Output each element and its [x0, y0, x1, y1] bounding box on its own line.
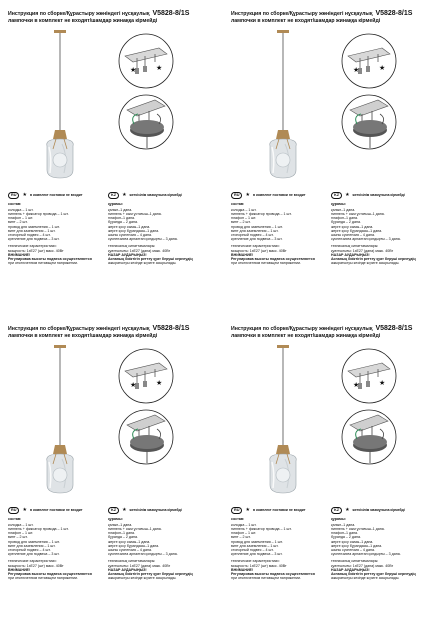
lamp-illustration — [223, 343, 338, 508]
not-included-note: в комплект поставки не входит — [29, 508, 83, 513]
kazakh-section — [108, 507, 200, 580]
contents-item: винт – 2 шт. — [231, 220, 251, 225]
contents-item: плафон – 1 шт. — [231, 531, 257, 536]
attention-label: НАЗАР АУДАРЫҢЫЗ! — [331, 252, 370, 257]
contents-label: құрамы: — [108, 516, 123, 521]
contents-item: ниппель + сым ұстағыш–1 дана. — [331, 527, 385, 531]
contents-label: состав: — [8, 201, 22, 206]
header-title: Инструкция по сборке/Құрастыру жөніндегі нұсқаулық — [8, 326, 150, 332]
contents-item: винт – 2 шт. — [8, 535, 28, 540]
contents-item: қалып–1 дана. — [108, 522, 133, 527]
star-icon: ★ — [345, 506, 350, 513]
kazakh-section — [331, 507, 423, 580]
contents-label: состав: — [231, 516, 245, 521]
attention-label: ВНИМАНИЕ! — [8, 567, 31, 572]
contents-item: винт для заземления – 1 шт. — [231, 543, 279, 548]
model-number: V5828-8/1S — [375, 10, 413, 17]
contents-item: стопорный подвес – 4 шт. — [8, 548, 51, 553]
contents-item: винт – 2 шт. — [8, 220, 28, 225]
not-included-note: в комплект поставки не входит — [29, 193, 83, 198]
russian-section — [231, 507, 329, 580]
bulbs-note: лампочки в комплект не входят/шамдар жинаққа кірмейді — [8, 333, 158, 339]
language-badge-ru: RU — [8, 192, 19, 199]
power-spec: қуаттылығы: 1xE27 (дана) макс. 40Вт — [108, 248, 171, 253]
contents-item: бұранда – 2 дана. — [108, 220, 139, 225]
warning-line: Регулировка высоты подвеса осуществляется — [231, 572, 315, 577]
attention-label: ВНИМАНИЕ! — [231, 252, 254, 257]
panel-header — [8, 325, 200, 340]
contents-item: қалып–1 дана. — [331, 207, 356, 212]
contents-item: плафон – 1 шт. — [231, 216, 257, 221]
warning-line: ажыратылуы кезінде жүзеге асырылады. — [108, 576, 177, 581]
mount-plate-icon — [338, 347, 400, 405]
contents-item: плафон–1 дана. — [331, 531, 359, 536]
contents-item: плафон – 1 шт. — [8, 531, 34, 536]
contents-item: колодка – 1 шт. — [8, 207, 34, 212]
not-included-note: жеткізілім мазмұнына кірмейді — [129, 193, 182, 198]
contents-item: плафон–1 дана. — [331, 216, 359, 221]
contents-item: жерге қосу сымы–1 дана. — [331, 539, 374, 544]
model-number: V5828-8/1S — [152, 10, 190, 17]
star-icon: ★ — [122, 191, 127, 198]
language-badge-kz: KZ — [331, 192, 342, 199]
kazakh-section — [331, 192, 423, 265]
contents-item: қалып–1 дана. — [331, 522, 356, 527]
star-icon: ★ — [353, 381, 360, 389]
not-included-note: жеткізілім мазмұнына кірмейді — [129, 508, 182, 513]
ceiling-mount-icon — [338, 407, 400, 467]
contents-item: провод для заземления – 1 шт. — [8, 539, 60, 544]
language-badge-ru: RU — [231, 507, 242, 514]
star-icon: ★ — [245, 506, 250, 513]
contents-item: бұранда – 2 дана. — [331, 220, 362, 225]
header-title: Инструкция по сборке/Құрастыру жөніндегі нұсқаулық — [231, 11, 373, 17]
contents-label: құрамы: — [331, 201, 346, 206]
power-spec: мощность: 1xE27 (шт) макс. 40Вт — [231, 563, 287, 568]
contents-item: винт для заземления – 1 шт. — [8, 543, 56, 548]
lamp-illustration — [0, 343, 115, 508]
contents-label: құрамы: — [108, 201, 123, 206]
star-icon: ★ — [345, 191, 350, 198]
attention-label: ВНИМАНИЕ! — [231, 567, 254, 572]
russian-section — [8, 507, 106, 580]
contents-item: суспензияға арналған қондырғы – 3 дана. — [331, 237, 401, 242]
not-included-note: жеткізілім мазмұнына кірмейді — [352, 508, 405, 513]
warning-line: Регулировка высоты подвеса осуществляется — [8, 572, 92, 577]
contents-item: ниппель + сым ұстағыш–1 дана. — [331, 212, 385, 216]
contents-item: провод для заземления – 1 шт. — [231, 539, 283, 544]
contents-item: бұранда – 2 дана. — [108, 535, 139, 540]
warning-line: Аспаның биіктігін реттеу қуат беруші кернеудің — [108, 572, 193, 577]
lamp-illustration — [0, 28, 115, 193]
instruction-panel — [223, 0, 423, 300]
tech-label: техникалық сипаттамалары: — [108, 244, 156, 249]
contents-item: шыны суспензия – 4 дана. — [331, 233, 375, 238]
warning-line: Регулировка высоты подвеса осуществляется — [8, 257, 92, 262]
star-icon: ★ — [379, 64, 386, 72]
tech-label: технические характеристики: — [8, 559, 57, 564]
language-badge-kz: KZ — [108, 507, 119, 514]
contents-label: состав: — [231, 201, 245, 206]
attention-label: НАЗАР АУДАРЫҢЫЗ! — [108, 567, 147, 572]
contents-item: колодка – 1 шт. — [231, 207, 257, 212]
bulbs-note: лампочки в комплект не входят/шамдар жинаққа кірмейді — [231, 18, 381, 24]
contents-item: қалып–1 дана. — [108, 207, 133, 212]
tech-label: техникалық сипаттамалары: — [108, 559, 156, 564]
contents-item: крепление для подвеса – 3 шт. — [8, 237, 60, 242]
contents-item: жерге қосу сымы–1 дана. — [331, 224, 374, 229]
warning-line: ажыратылуы кезінде жүзеге асырылады. — [331, 576, 400, 581]
model-number: V5828-8/1S — [375, 325, 413, 332]
mount-plate-icon — [338, 32, 400, 90]
instruction-panel — [223, 315, 423, 615]
contents-item: колодка – 1 шт. — [8, 522, 34, 527]
kazakh-section — [108, 192, 200, 265]
russian-section — [231, 192, 329, 265]
tech-label: технические характеристики: — [231, 559, 280, 564]
contents-item: жерге қосу бұрандасы–1 дана. — [108, 228, 160, 233]
power-spec: мощность: 1xE27 (шт) макс. 40Вт — [8, 563, 64, 568]
contents-item: суспензияға арналған қондырғы – 3 дана. — [331, 552, 401, 557]
contents-item: ниппель + сым ұстағыш–1 дана. — [108, 527, 162, 531]
contents-item: крепление для подвеса – 3 шт. — [231, 237, 283, 242]
contents-item: плафон–1 дана. — [108, 531, 136, 536]
tech-label: техникалық сипаттамалары: — [331, 559, 379, 564]
warning-line: при отключенном питающем напряжении. — [231, 576, 302, 581]
mount-plate-icon — [115, 32, 177, 90]
language-badge-kz: KZ — [331, 507, 342, 514]
contents-item: стопорный подвес – 4 шт. — [231, 548, 274, 553]
model-number: V5828-8/1S — [152, 325, 190, 332]
warning-line: ажыратылуы кезінде жүзеге асырылады. — [331, 261, 400, 266]
language-badge-ru: RU — [8, 507, 19, 514]
tech-label: технические характеристики: — [8, 244, 57, 249]
panel-header — [231, 10, 423, 25]
header-title: Инструкция по сборке/Құрастыру жөніндегі нұсқаулық — [8, 11, 150, 17]
contents-item: жерге қосу сымы–1 дана. — [108, 224, 151, 229]
contents-item: ниппель + фиксатор провода – 1 шт. — [8, 212, 69, 216]
bulbs-note: лампочки в комплект не входят/шамдар жинаққа кірмейді — [8, 18, 158, 24]
contents-item: жерге қосу бұрандасы–1 дана. — [331, 228, 383, 233]
ceiling-mount-icon — [115, 92, 177, 152]
warning-line: Аспаның биіктігін реттеу қуат беруші кернеудің — [108, 257, 193, 262]
contents-label: состав: — [8, 516, 22, 521]
attention-label: ВНИМАНИЕ! — [8, 252, 31, 257]
not-included-note: в комплект поставки не входит — [252, 508, 306, 513]
tech-label: технические характеристики: — [231, 244, 280, 249]
contents-item: стопорный подвес – 4 шт. — [231, 233, 274, 238]
contents-item: колодка – 1 шт. — [231, 522, 257, 527]
contents-item: винт – 2 шт. — [231, 535, 251, 540]
contents-item: винт для заземления – 1 шт. — [231, 228, 279, 233]
panel-header — [231, 325, 423, 340]
warning-line: при отключенном питающем напряжении. — [8, 261, 79, 266]
star-icon: ★ — [156, 64, 163, 72]
power-spec: қуаттылығы: 1xE27 (дана) макс. 40Вт — [331, 563, 394, 568]
language-badge-ru: RU — [231, 192, 242, 199]
power-spec: қуаттылығы: 1xE27 (дана) макс. 40Вт — [331, 248, 394, 253]
russian-section — [8, 192, 106, 265]
contents-item: плафон–1 дана. — [108, 216, 136, 221]
power-spec: мощность: 1xE27 (шт) макс. 40Вт — [231, 248, 287, 253]
contents-item: жерге қосу бұрандасы–1 дана. — [331, 543, 383, 548]
star-icon: ★ — [22, 506, 27, 513]
star-icon: ★ — [22, 191, 27, 198]
instruction-panel — [0, 315, 200, 615]
contents-item: суспензияға арналған қондырғы – 3 дана. — [108, 237, 178, 242]
contents-item: крепление для подвеса – 3 шт. — [8, 552, 60, 557]
power-spec: мощность: 1xE27 (шт) макс. 40Вт — [8, 248, 64, 253]
warning-line: Регулировка высоты подвеса осуществляется — [231, 257, 315, 262]
contents-item: ниппель + фиксатор провода – 1 шт. — [231, 212, 292, 216]
contents-item: шыны суспензия – 4 дана. — [331, 548, 375, 553]
tech-label: техникалық сипаттамалары: — [331, 244, 379, 249]
bulbs-note: лампочки в комплект не входят/шамдар жинаққа кірмейді — [231, 333, 381, 339]
star-icon: ★ — [379, 379, 386, 387]
ceiling-mount-icon — [338, 92, 400, 152]
warning-line: Аспаның биіктігін реттеу қуат беруші кернеудің — [331, 257, 416, 262]
instruction-panel — [0, 0, 200, 300]
panel-header — [8, 10, 200, 25]
header-title: Инструкция по сборке/Құрастыру жөніндегі нұсқаулық — [231, 326, 373, 332]
warning-line: при отключенном питающем напряжении. — [8, 576, 79, 581]
mount-plate-icon — [115, 347, 177, 405]
ceiling-mount-icon — [115, 407, 177, 467]
contents-item: ниппель + фиксатор провода – 1 шт. — [231, 527, 292, 531]
warning-line: при отключенном питающем напряжении. — [231, 261, 302, 266]
contents-label: құрамы: — [331, 516, 346, 521]
not-included-note: в комплект поставки не входит — [252, 193, 306, 198]
contents-item: крепление для подвеса – 3 шт. — [231, 552, 283, 557]
contents-item: бұранда – 2 дана. — [331, 535, 362, 540]
star-icon: ★ — [245, 191, 250, 198]
star-icon: ★ — [130, 381, 137, 389]
warning-line: ажыратылуы кезінде жүзеге асырылады. — [108, 261, 177, 266]
star-icon: ★ — [130, 66, 137, 74]
star-icon: ★ — [156, 379, 163, 387]
contents-item: жерге қосу сымы–1 дана. — [108, 539, 151, 544]
lamp-illustration — [223, 28, 338, 193]
contents-item: шыны суспензия – 4 дана. — [108, 233, 152, 238]
contents-item: суспензияға арналған қондырғы – 3 дана. — [108, 552, 178, 557]
attention-label: НАЗАР АУДАРЫҢЫЗ! — [331, 567, 370, 572]
star-icon: ★ — [353, 66, 360, 74]
contents-item: плафон – 1 шт. — [8, 216, 34, 221]
contents-item: провод для заземления – 1 шт. — [8, 224, 60, 229]
contents-item: ниппель + сым ұстағыш–1 дана. — [108, 212, 162, 216]
star-icon: ★ — [122, 506, 127, 513]
language-badge-kz: KZ — [108, 192, 119, 199]
contents-item: шыны суспензия – 4 дана. — [108, 548, 152, 553]
contents-item: ниппель + фиксатор провода – 1 шт. — [8, 527, 69, 531]
contents-item: жерге қосу бұрандасы–1 дана. — [108, 543, 160, 548]
warning-line: Аспаның биіктігін реттеу қуат беруші кернеудің — [331, 572, 416, 577]
contents-item: винт для заземления – 1 шт. — [8, 228, 56, 233]
power-spec: қуаттылығы: 1xE27 (дана) макс. 40Вт — [108, 563, 171, 568]
contents-item: стопорный подвес – 4 шт. — [8, 233, 51, 238]
not-included-note: жеткізілім мазмұнына кірмейді — [352, 193, 405, 198]
contents-item: провод для заземления – 1 шт. — [231, 224, 283, 229]
attention-label: НАЗАР АУДАРЫҢЫЗ! — [108, 252, 147, 257]
